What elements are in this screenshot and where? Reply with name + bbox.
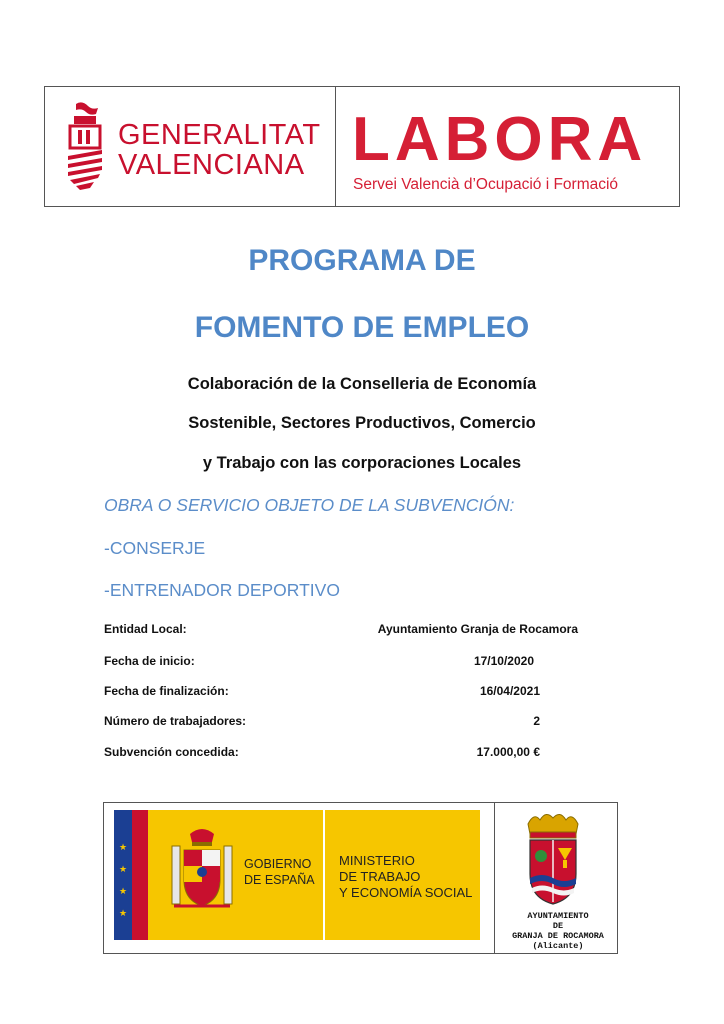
ministerio-wordmark bbox=[339, 853, 472, 901]
generalitat-wordmark bbox=[118, 120, 321, 180]
obra-heading: OBRA O SERVICIO OBJETO DE LA SUBVENCIÓN: bbox=[104, 495, 515, 515]
footer-divider bbox=[494, 802, 495, 954]
info-value-fecha-inicio: 17/10/2020 bbox=[473, 654, 534, 668]
ministerio-line1: MINISTERIO bbox=[339, 853, 415, 868]
granja-rocamora-crest-icon bbox=[518, 808, 588, 908]
generalitat-line2: VALENCIANA bbox=[118, 149, 305, 181]
gobierno-line1: GOBIERNO bbox=[244, 857, 312, 871]
eu-stars-icon bbox=[114, 810, 132, 940]
info-value-trabajadores: 2 bbox=[533, 714, 540, 728]
labora-wordmark: LABORA bbox=[352, 105, 648, 174]
subtitle-line1: Colaboración de la Conselleria de Economía bbox=[187, 375, 537, 393]
info-label-fecha-inicio: Fecha de inicio: bbox=[104, 654, 195, 668]
ayto-line4: (Alicante) bbox=[532, 941, 584, 951]
info-value-entidad: Ayuntamiento Granja de Rocamora bbox=[377, 622, 578, 636]
gobierno-ministerio-separator bbox=[323, 810, 325, 940]
spain-coat-of-arms-icon bbox=[168, 826, 236, 918]
ayto-line3: GRANJA DE ROCAMORA bbox=[512, 931, 604, 941]
labora-subtitle: Servei Valencià d’Ocupació i Formació bbox=[353, 176, 619, 193]
subtitle-line2: Sostenible, Sectores Productivos, Comercio bbox=[188, 414, 536, 432]
obra-item-conserje: -CONSERJE bbox=[104, 538, 206, 558]
gobierno-wordmark bbox=[244, 856, 315, 888]
generalitat-line1: GENERALITAT bbox=[118, 119, 321, 151]
info-label-fecha-fin: Fecha de finalización: bbox=[104, 684, 229, 698]
svg-text:★: ★ bbox=[118, 842, 128, 852]
ayto-line2: DE bbox=[552, 921, 564, 931]
svg-text:★: ★ bbox=[118, 886, 128, 896]
gobierno-line2: DE ESPAÑA bbox=[244, 873, 315, 887]
svg-text:★: ★ bbox=[118, 864, 128, 874]
page-title-line1: PROGRAMA DE bbox=[248, 244, 476, 277]
ayuntamiento-caption bbox=[500, 911, 616, 951]
ministerio-line3: Y ECONOMÍA SOCIAL bbox=[339, 885, 473, 900]
obra-item-entrenador: -ENTRENADOR DEPORTIVO bbox=[104, 580, 340, 600]
info-label-subvencion: Subvención concedida: bbox=[104, 745, 239, 759]
ayto-line1: AYUNTAMIENTO bbox=[527, 911, 589, 921]
subtitle-line3: y Trabajo con las corporaciones Locales bbox=[202, 454, 522, 472]
info-value-fecha-fin: 16/04/2021 bbox=[479, 684, 540, 698]
page-title-line2: FOMENTO DE EMPLEO bbox=[194, 311, 530, 344]
generalitat-emblem-icon bbox=[64, 100, 108, 192]
ministerio-line2: DE TRABAJO bbox=[339, 869, 421, 884]
svg-text:★: ★ bbox=[118, 908, 128, 918]
spain-flag-red-strip bbox=[132, 810, 148, 940]
info-value-subvencion: 17.000,00 € bbox=[476, 745, 540, 759]
info-label-entidad: Entidad Local: bbox=[104, 622, 187, 636]
header-divider bbox=[335, 86, 336, 207]
info-label-trabajadores: Número de trabajadores: bbox=[104, 714, 247, 728]
